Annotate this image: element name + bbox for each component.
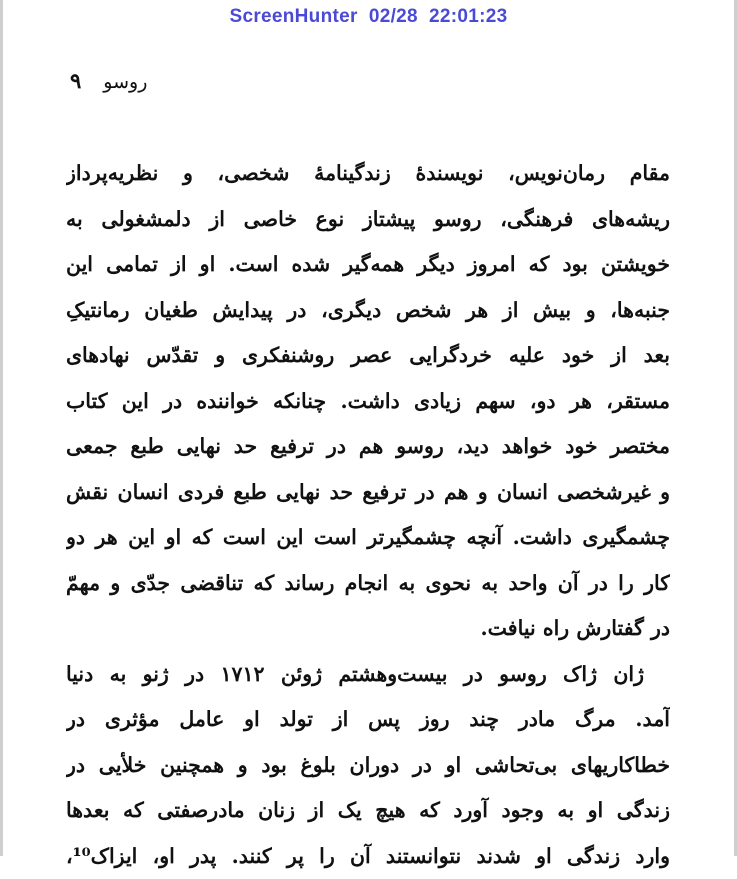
- page-left-edge: [0, 0, 3, 856]
- text-line: در گفتارش راه نیافت.: [66, 606, 670, 652]
- text-line: وارد زندگی او شدند نتوانستند آن را پر کنند. پدر او، ایزاک¹⁰،: [66, 834, 670, 879]
- text-line: آمد. مرگ مادر چند روز پس از تولد او عامل مؤثری در: [66, 697, 670, 743]
- text-line: ژان ژاک روسو در بیست‌وهشتم ژوئن ۱۷۱۲ در ژنو به دنیا: [66, 652, 670, 698]
- page-number: ۹: [70, 68, 81, 93]
- text-line: مقام رمان‌نویس، نویسندهٔ زندگینامهٔ شخصی، و نظریه‌پرداز: [66, 151, 670, 197]
- text-line: خویشتن بود که امروز دیگر همه‌گیر شده است. او از تمامی این: [66, 242, 670, 288]
- text-line: جنبه‌ها، و بیش از هر شخص دیگری، در پیدایش طغیان رمانتیکِ: [66, 288, 670, 334]
- text-line: مختصر خود خواهد دید، روسو هم در ترفیع حد نهایی طبع جمعی: [66, 424, 670, 470]
- text-line: و غیرشخصی انسان و هم در ترفیع حد نهایی طبع فردی انسان نقش: [66, 470, 670, 516]
- paragraph: [66, 151, 670, 652]
- text-line: مستقر، هر دو، سهم زیادی داشت. چنانکه خواننده در این کتاب: [66, 379, 670, 425]
- text-line: خطاکاریهای بی‌تحاشی او در دوران بلوغ بود و همچنین خلأیی در: [66, 743, 670, 789]
- screenhunter-timestamp: ScreenHunter 02/28 22:01:23: [0, 6, 737, 28]
- text-line: بعد از خود علیه خردگرایی عصر روشنفکری و تقدّس نهادهای: [66, 333, 670, 379]
- text-line: زندگی او به وجود آورد که هیچ یک از زنان مادرصفتی که بعدها: [66, 788, 670, 834]
- text-line: چشمگیری داشت. آنچه چشمگیرتر است این است که او این هر دو: [66, 515, 670, 561]
- running-header-title: روسو: [103, 71, 147, 93]
- text-line: ریشه‌های فرهنگی، روسو پیشتاز نوع خاصی از دلمشغولی به: [66, 197, 670, 243]
- running-header: [70, 68, 270, 93]
- text-line: کار را در آن واحد به نحوی به انجام رساند که تناقضی جدّی و مهمّ: [66, 561, 670, 607]
- paragraph: [66, 652, 670, 879]
- body-text: [66, 151, 670, 879]
